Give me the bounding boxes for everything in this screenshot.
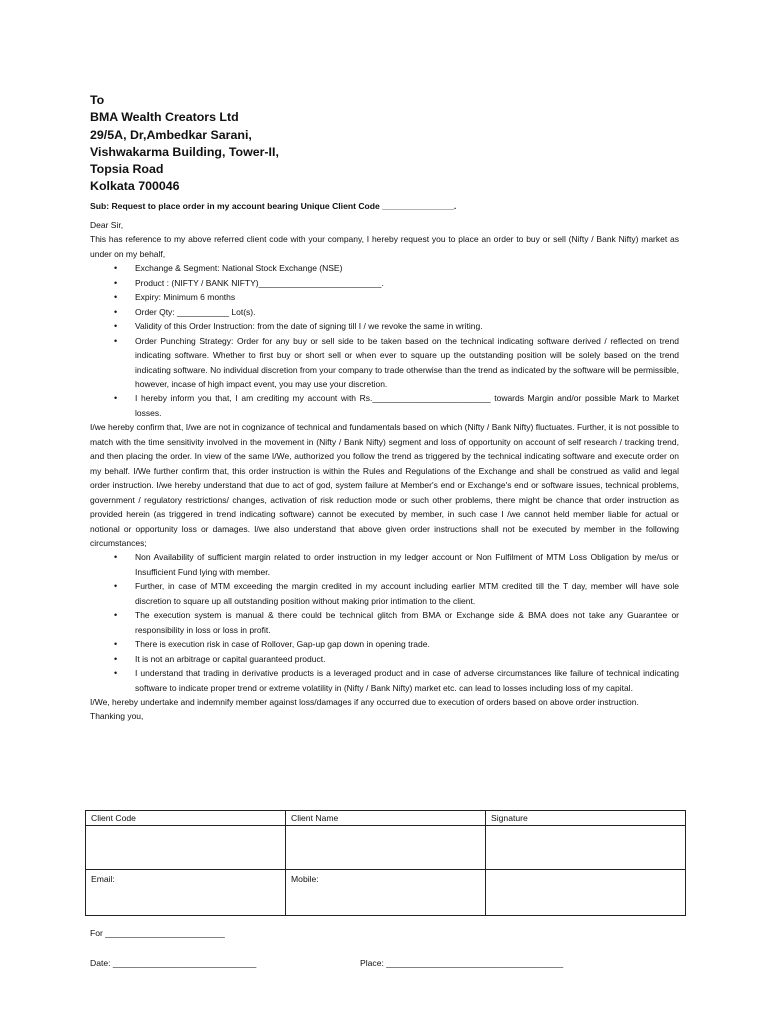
address-line: Vishwakarma Building, Tower-II, [90,144,279,159]
instruction-item: • Order Qty: ___________ Lot(s). [90,305,679,319]
circumstance-item: • The execution system is manual & there could be technical glitch from BMA or Exchange side & BMA does not take any Guarantee or responsibility in loss or loss in profit. [90,608,679,637]
signature-header: Signature [486,811,686,826]
salutation: Dear Sir, [90,220,124,230]
address-line: 29/5A, Dr,Ambedkar Sarani, [90,127,252,142]
instruction-list [90,261,679,420]
email-cell[interactable]: Email: [86,870,286,916]
circumstance-item: • Non Availability of sufficient margin related to order instruction in my ledger account or Non Fulfilment of MTM Loss Obligation by me/us or Insufficient Fund lying with member. [90,550,679,579]
circumstance-item: • Further, in case of MTM exceeding the margin credited in my account including earlier MTM credited till the T day, member will have sole discretion to square up all outstanding position without making prior intimation to the client. [90,579,679,608]
closing-line: Thanking you, [90,711,144,722]
instruction-item: • Order Punching Strategy: Order for any buy or sell side to be taken based on the technical indicating software derived / reflected on trend indicating software. Whether to first buy or short sell or when ever to square up the outstanding position will be solely based on the trend indicating software. No individual discretion from your company to trade otherwise than the trend as indicated by the software will be permissible, however, incase of high impact event, you may use your discretion. [90,334,679,392]
client-name-header: Client Name [286,811,486,826]
mobile-cell[interactable]: Mobile: [286,870,486,916]
empty-cell [486,870,686,916]
client-details-table [85,810,686,916]
confirmation-paragraph: I/we hereby confirm that, I/we are not in cognizance of technical and fundamentals based on which (Nifty / Bank Nifty) fluctuates. Further, it is not possible to match with the time sensitivity involved in the movement in (Nifty / Bank Nifty) segment and loss of opportunity on account of self research / tracking trend, and then placing the order. In view of the same I/We, authorized you follow the trend as triggered by the technical indicating software and execute order on my behalf. I/We further confirm that, this order instruction is within the Rules and Regulations of the Exchange and shall be construed as valid and legal order instruction. I/we hereby understand that due to act of god, system failure at Member's end or Exchange's end or software issues, technical problems, government / regulatory restrictions/ changes, activation of risk reduction mode or such other problems, there might be chance that order instruction as provided herein (as triggered in trend indicating software) cannot be executed by member, in such case I /we cannot held member liable for actual or notional or opportunity loss or damages. I/we also understand that above given order instructions shall not be executed by member in the following circumstances; [90,422,679,548]
client-code-header: Client Code [86,811,286,826]
instruction-item: • I hereby inform you that, I am crediting my account with Rs._________________________ towards Margin and/or possible Mark to Market losses. [90,391,679,420]
recipient-address [90,92,279,196]
intro-paragraph: This has reference to my above referred client code with your company, I hereby request you to place an order to buy or sell (Nifty / Bank Nifty) market as under on my behalf, [90,234,679,259]
circumstance-list [90,550,679,695]
place-line[interactable]: Place: _____________________________________ [360,958,564,968]
circumstance-item: • There is execution risk in case of Rollover, Gap-up gap down in opening trade. [90,637,679,651]
instruction-item: • Expiry: Minimum 6 months [90,290,679,304]
date-line[interactable]: Date: ______________________________ [90,958,257,968]
indemnity-paragraph: I/We, hereby undertake and indemnify member against loss/damages if any occurred due to execution of orders based on above order instruction. [90,696,639,707]
signature-cell[interactable] [486,826,686,870]
instruction-item: • Product : (NIFTY / BANK NIFTY)__________________________. [90,276,679,290]
circumstance-item: • I understand that trading in derivative products is a leveraged product and in case of adverse circumstances like failure of technical indicating software to indicate proper trend or extreme volatility in (Nifty / Bank Nifty) market etc. can lead to losses including loss of my capital. [90,666,679,695]
address-line: Topsia Road [90,162,164,177]
circumstance-item: • It is not an arbitrage or capital guaranteed product. [90,652,679,666]
address-line: BMA Wealth Creators Ltd [90,110,239,125]
address-line: Kolkata 700046 [90,179,180,194]
subject-line: Sub: Request to place order in my account bearing Unique Client Code _______________. [90,201,457,211]
instruction-item: • Exchange & Segment: National Stock Exchange (NSE) [90,261,679,275]
address-to: To [90,93,105,107]
letter-body [90,218,679,724]
for-line[interactable]: For _________________________ [90,928,225,938]
instruction-item: • Validity of this Order Instruction: from the date of signing till I / we revoke the same in writing. [90,319,679,333]
client-code-cell[interactable] [86,826,286,870]
client-name-cell[interactable] [286,826,486,870]
